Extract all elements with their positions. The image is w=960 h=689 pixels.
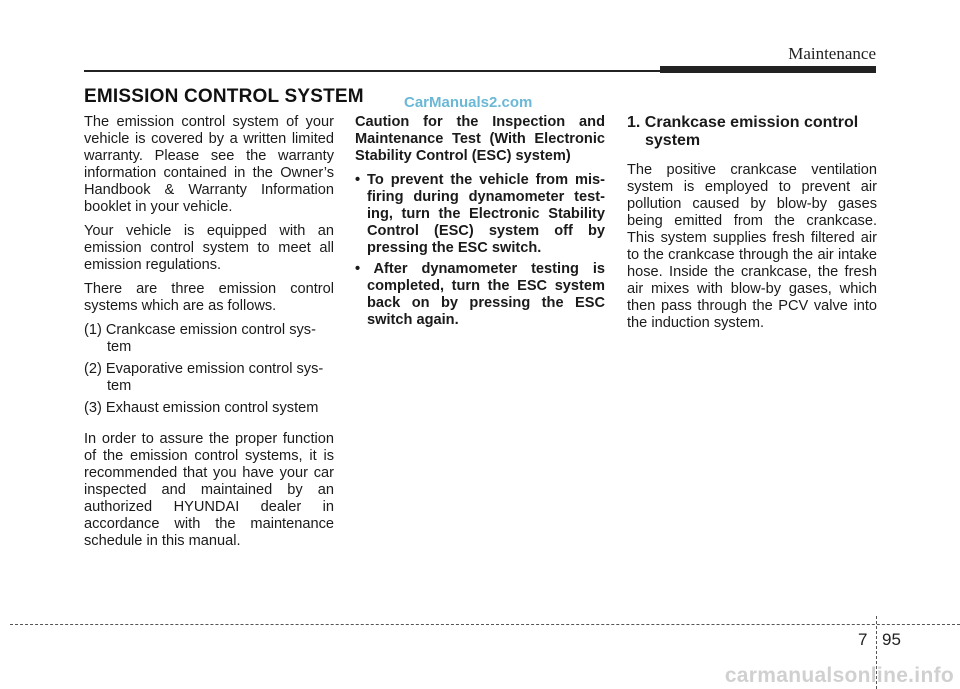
header-rule-thin — [84, 70, 660, 72]
watermark-bottom: carmanualsonline.info — [724, 664, 954, 687]
paragraph-pcv: The positive crankcase ventilation system is employed to prevent air pollution caused by blow-by gases being emitted from the crankcase. This system supplies fresh filtered air to the crankcase through the air intake hose. Inside the crankcase, the fresh air mixes with blow-by gases, which then pass through the PCV valve into the induction system. — [627, 162, 877, 331]
list-item: (2) Evaporative emission control sys-tem — [84, 361, 324, 394]
list-item: (1) Crankcase emission control sys-tem — [84, 322, 316, 355]
paragraph-warranty: The emission control system of your vehicle is covered by a written limited warranty. Please see the warranty information contained in the Owner’s Handbook & Warranty Information booklet in your vehicle. — [84, 114, 334, 215]
bullet-icon: • — [355, 261, 374, 277]
bullet-item — [355, 261, 605, 329]
header-title: Maintenance — [788, 44, 876, 63]
crankcase-heading: 1. Crankcase emission control system — [627, 114, 859, 149]
page-number: 95 — [882, 630, 901, 649]
column-2 — [355, 114, 605, 333]
bullet-text: After dynamometer testing is completed, turn the ESC system back on by pressing the ESC switch again. — [367, 261, 605, 328]
bullet-item — [355, 172, 605, 257]
header-rule-thick — [660, 66, 876, 73]
column-1 — [84, 114, 334, 557]
bullet-text: To prevent the vehicle from mis-firing during dynamometer test-ing, turn the Electronic Stability Control (ESC) system off by pressing the ESC switch. — [367, 172, 605, 256]
footer-rule — [10, 624, 960, 625]
list-item: (3) Exhaust emission control system — [84, 400, 319, 416]
column-3 — [627, 114, 877, 339]
bullet-icon: • — [355, 172, 368, 188]
paragraph-three-systems: There are three emission control systems which are as follows. — [84, 281, 334, 314]
paragraph-equipped: Your vehicle is equipped with an emission control system to meet all emission regulations. — [84, 223, 334, 273]
watermark-top: CarManuals2.com — [404, 94, 533, 111]
caution-heading: Caution for the Inspection and Maintenance Test (With Electronic Stability Control (ESC) system) — [355, 114, 605, 164]
paragraph-assure: In order to assure the proper function of the emission control systems, it is recommended that you have your car inspected and maintained by an authorized HYUNDAI dealer in accordance with the maintenance schedule in this manual. — [84, 431, 334, 549]
page-chapter: 7 — [858, 630, 868, 649]
section-title: EMISSION CONTROL SYSTEM — [84, 86, 364, 107]
